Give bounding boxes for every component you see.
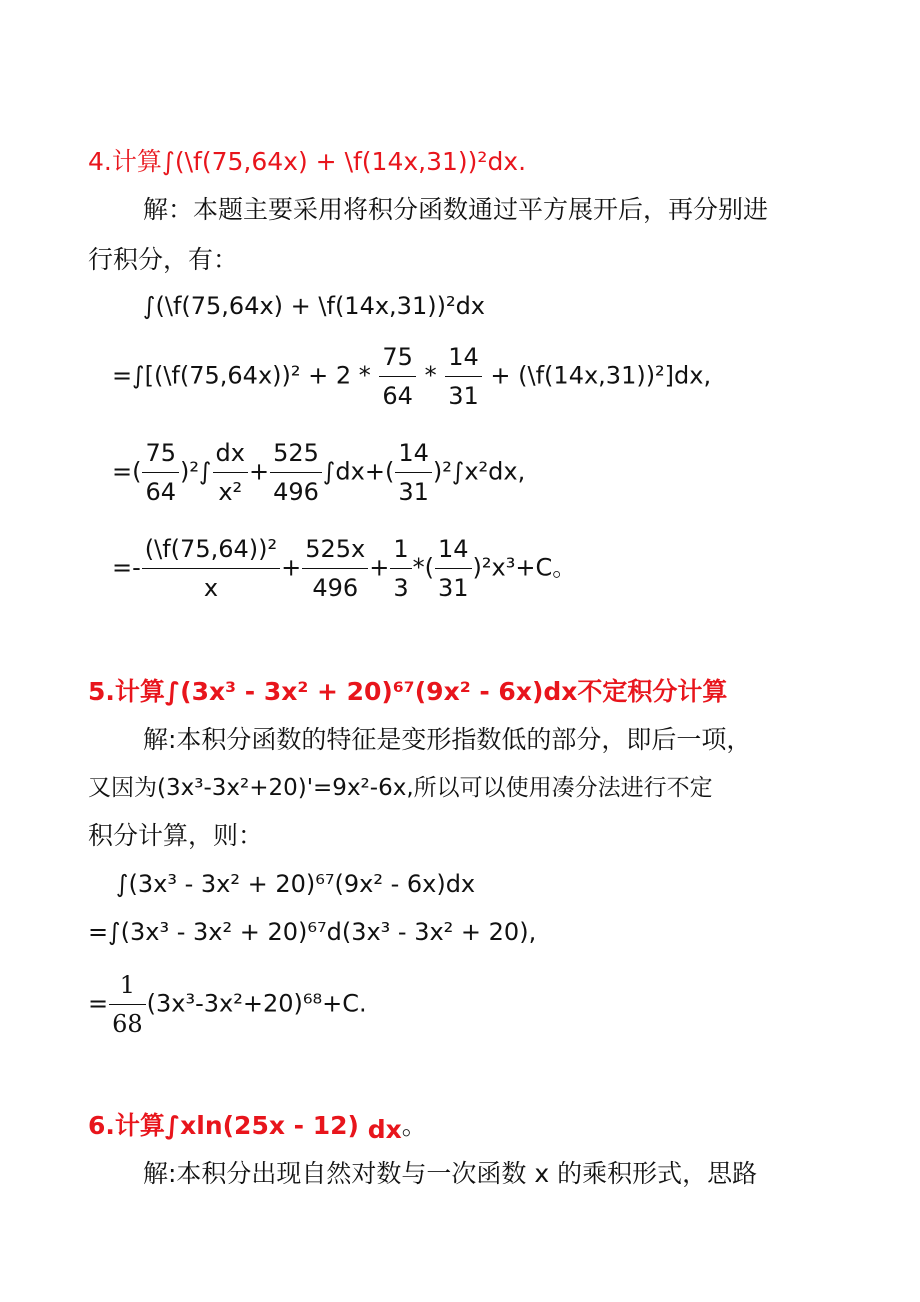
fraction-numerator: 525x: [302, 530, 368, 569]
fraction-75-64: [142, 434, 179, 511]
problem-4-solution-line-1: 解：本题主要采用将积分函数通过平方展开后，再分别进: [143, 195, 769, 224]
fraction-denominator: 31: [448, 382, 479, 410]
step-3-suffix: )²∫x²dx,: [432, 457, 526, 486]
problem-5-step-2: =∫(3x³ - 3x² + 20)⁶⁷d(3x³ - 3x² + 20),: [88, 918, 537, 946]
step-4-prefix: =-: [112, 553, 141, 582]
fraction-denominator: 64: [145, 478, 177, 506]
fraction-numerator: 1: [109, 966, 146, 1005]
fraction-denominator: 31: [438, 574, 469, 602]
multiply-sign: *: [424, 361, 437, 390]
fraction-numerator: 1: [390, 530, 411, 569]
problem-6-heading-period: 。: [401, 1111, 427, 1140]
fraction-numerator: (\f(75,64))²: [142, 530, 280, 569]
step-4-part-b: +: [281, 553, 302, 582]
problem-5-solution-line-3: 积分计算，则：: [88, 821, 264, 850]
fraction-numerator: 75: [142, 434, 179, 473]
fraction-525-496: [270, 434, 322, 511]
problem-6-heading-dx: dx: [367, 1115, 402, 1144]
fraction-dx-x2: [213, 434, 248, 511]
problem-5-solution-line-1: 解:本积分函数的特征是变形指数低的部分，即后一项，: [143, 725, 752, 754]
step-2-prefix: =∫[(\f(75,64x))² + 2 *: [112, 361, 371, 390]
fraction-denominator: 496: [273, 478, 319, 506]
problem-6-solution-line-1: 解:本积分出现自然对数与一次函数 x 的乘积形式，思路: [143, 1159, 758, 1188]
fraction-525x-496: [302, 530, 368, 607]
step-3-part-c: +: [248, 457, 270, 486]
fraction-numerator: 14: [445, 338, 482, 377]
problem-4-step-4: [112, 530, 576, 607]
step-4-suffix: )²x³+C。: [472, 553, 577, 582]
step-3-prefix: =: [88, 989, 109, 1018]
fraction-numerator: 75: [379, 338, 416, 377]
fraction-numerator: 525: [270, 434, 322, 473]
problem-5-solution-line-2: 又因为(3x³-3x²+20)'=9x²-6x,所以可以使用凑分法进行不定: [88, 775, 713, 801]
step-3-part-d: ∫dx+(: [322, 457, 395, 486]
fraction-75-64-squared-over-x: [142, 530, 280, 607]
fraction-denominator: 64: [382, 382, 413, 410]
fraction-denominator: 68: [112, 1010, 143, 1038]
fraction-numerator: dx: [213, 434, 248, 473]
problem-4-heading: 4.计算∫(\f(75,64x) + \f(14x,31))²dx.: [88, 147, 527, 176]
fraction-denominator: 496: [312, 574, 359, 602]
fraction-14-31: [395, 434, 432, 511]
step-4-part-d: *(: [412, 553, 434, 582]
fraction-denominator: 3: [393, 574, 409, 602]
problem-6-heading-text: 6.计算∫xln(25x - 12): [88, 1111, 359, 1140]
fraction-denominator: x²: [218, 478, 243, 506]
fraction-14-31: [445, 338, 482, 415]
fraction-numerator: 14: [395, 434, 432, 473]
step-2-suffix: + (\f(14x,31))²]dx,: [490, 361, 712, 390]
fraction-14-31: [435, 530, 472, 607]
fraction-1-3: [390, 530, 411, 607]
step-3-part-b: )²∫: [180, 457, 212, 486]
problem-4-solution-line-2: 行积分，有：: [88, 245, 239, 274]
problem-6-heading: [88, 1110, 427, 1142]
problem-4-step-2: [112, 338, 711, 415]
fraction-numerator: 14: [435, 530, 472, 569]
step-4-part-c: +: [369, 553, 390, 582]
fraction-denominator: 31: [398, 478, 429, 506]
fraction-75-64: [379, 338, 416, 415]
fraction-denominator: x: [203, 574, 219, 602]
problem-5-step-1: ∫(3x³ - 3x² + 20)⁶⁷(9x² - 6x)dx: [116, 870, 476, 898]
step-3-suffix: (3x³-3x²+20)⁶⁸+C.: [146, 989, 367, 1018]
problem-4-step-3: [112, 434, 525, 511]
fraction-1-68: [109, 966, 146, 1043]
problem-5-heading: 5.计算∫(3x³ - 3x² + 20)⁶⁷(9x² - 6x)dx不定积分计算: [88, 677, 728, 706]
problem-5-step-3: [88, 966, 367, 1043]
problem-4-step-1: ∫(\f(75,64x) + \f(14x,31))²dx: [143, 292, 485, 320]
step-3-prefix: =(: [112, 457, 142, 486]
